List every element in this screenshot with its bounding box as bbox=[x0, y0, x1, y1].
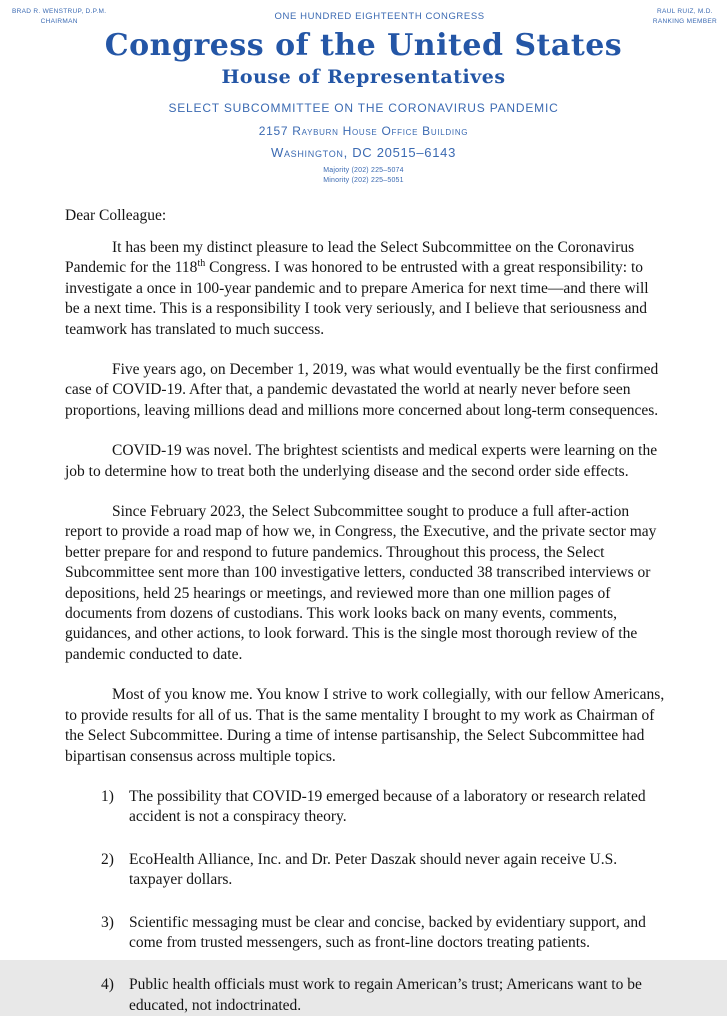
letter-body bbox=[65, 206, 665, 1016]
ordinal-superscript: th bbox=[197, 258, 206, 270]
paragraph-2: Five years ago, on December 1, 2019, was what would eventually be the first confirmed case of COVID-19. After that, a pandemic devastated the world at nearly never before seen proportions, leaving millions dead and millions more concerned about long-term consequences. bbox=[65, 361, 659, 419]
list-item bbox=[101, 913, 665, 954]
paragraph-1-text-cont: Congress. I was honored to be entrusted with a great responsibility: to investigate a once in 100-year pandemic and to prepare America for next time—and there will be a next time. This is a responsibility I took very seriously, and I believe that seriousness and teamwork has translated to much success. bbox=[65, 259, 649, 338]
ranking-member-title: RANKING MEMBER bbox=[652, 18, 717, 26]
consensus-list bbox=[101, 787, 665, 1016]
list-item bbox=[101, 787, 665, 828]
congress-title: Congress of the United States bbox=[104, 28, 623, 64]
paragraph-5: Most of you know me. You know I strive to work collegially, with our fellow Americans, to provide results for all of us. That is the same mentality I brought to my work as Chairman of the Select Subcommittee. During a time of intense partisanship, the Select Subcommittee had bipartisan consensus across multiple topics. bbox=[65, 686, 665, 765]
list-item-number: 1) bbox=[101, 787, 114, 805]
list-item bbox=[101, 850, 665, 891]
list-item-text: EcoHealth Alliance, Inc. and Dr. Peter Daszak should never again receive U.S. taxpayer dollars. bbox=[129, 850, 618, 889]
address-building: 2157 Rayburn House Office Building bbox=[258, 123, 469, 138]
congress-session-label: ONE HUNDRED EIGHTEENTH CONGRESS bbox=[274, 11, 485, 22]
salutation: Dear Colleague: bbox=[65, 206, 167, 224]
letterhead-top-row bbox=[0, 0, 727, 27]
chairman-block bbox=[12, 7, 106, 27]
list-item-text: Public health officials must work to regain American’s trust; Americans want to be educated, not indoctrinated. bbox=[129, 976, 642, 1014]
letterhead bbox=[0, 0, 727, 187]
chairman-name: BRAD R. WENSTRUP, D.P.M. bbox=[12, 8, 107, 15]
chairman-title: CHAIRMAN bbox=[40, 18, 78, 26]
phone-majority: Majority (202) 225–5074 bbox=[323, 166, 404, 174]
paragraph-1 bbox=[65, 238, 665, 340]
committee-name: SELECT SUBCOMMITTEE ON THE CORONAVIRUS PANDEMIC bbox=[168, 100, 559, 115]
list-item-text: Scientific messaging must be clear and concise, backed by evidentiary support, and come from trusted messengers, such as front-line doctors treating patients. bbox=[129, 913, 646, 951]
phone-minority: Minority (202) 225–5051 bbox=[323, 177, 404, 185]
list-item bbox=[101, 975, 665, 1016]
address-city-zip: Washington, DC 20515–6143 bbox=[270, 144, 457, 160]
paragraph-4: Since February 2023, the Select Subcommittee sought to produce a full after-action report to provide a road map of how we, in Congress, the Executive, and the private sector may better prepare for and respond to future pandemics. Throughout this process, the Select Subcommittee sent more than 100 investigative letters, conducted 38 transcribed interviews or depositions, held 25 hearings or meetings, and reviewed more than one million pages of documents from dozens of custodians. This work looks back on many events, comments, guidances, and other actions, to look forward. This is the single most thorough review of the pandemic conducted to date. bbox=[65, 503, 657, 663]
house-subtitle: House of Representatives bbox=[221, 65, 506, 88]
list-item-number: 2) bbox=[101, 850, 114, 868]
list-item-number: 3) bbox=[101, 913, 114, 931]
ranking-member-block bbox=[653, 7, 717, 27]
ranking-member-name: RAUL RUIZ, M.D. bbox=[656, 8, 713, 15]
list-item-text: The possibility that COVID-19 emerged because of a laboratory or research related accident is not a conspiracy theory. bbox=[129, 787, 646, 826]
paragraph-1-text: It has been my distinct pleasure to lead the Select Subcommittee on the Coronavirus Pandemic for the 118 bbox=[65, 238, 635, 277]
list-item-number: 4) bbox=[101, 976, 114, 994]
phone-block bbox=[0, 166, 727, 187]
paragraph-3: COVID-19 was novel. The brightest scientists and medical experts were learning on the job to determine how to treat both the underlying disease and the second order side effects. bbox=[65, 442, 658, 480]
